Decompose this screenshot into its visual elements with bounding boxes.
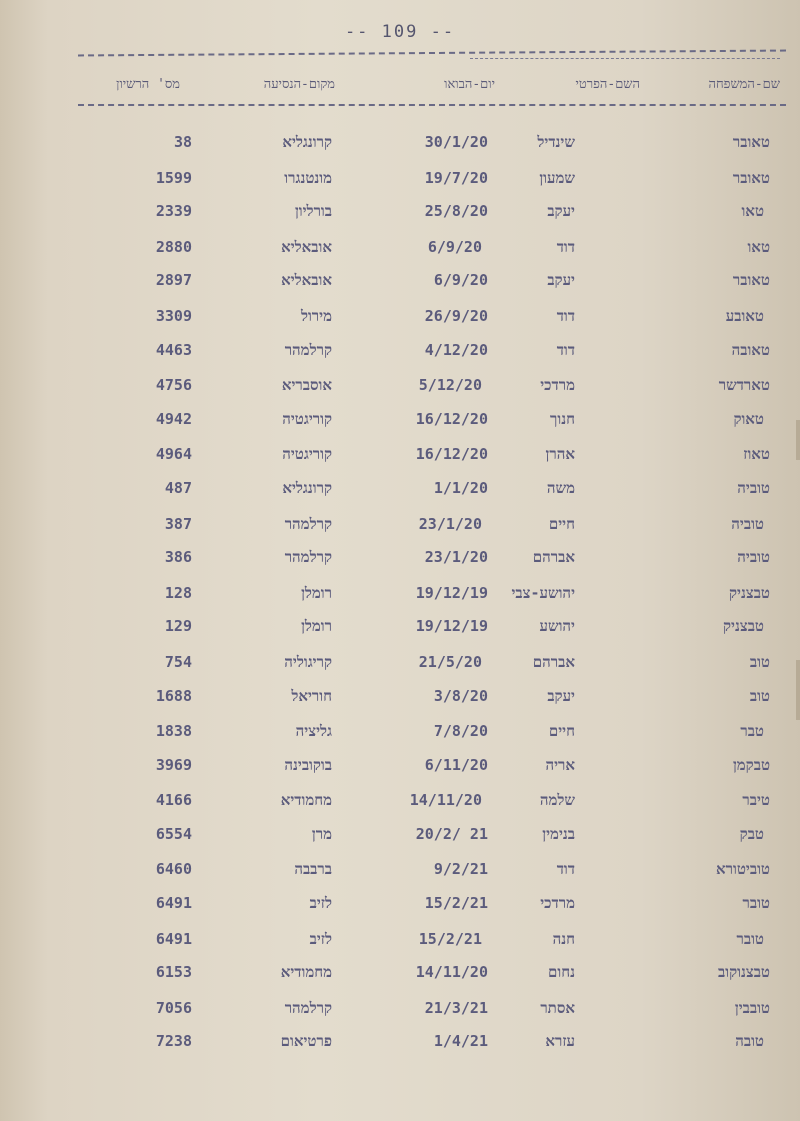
- cell-arrival-date: 3/8/20: [433, 686, 488, 705]
- cell-permit-number: 1838: [155, 722, 192, 741]
- cell-permit-number: 129: [164, 617, 192, 636]
- cell-permit-number: 2339: [155, 202, 192, 221]
- cell-last-name: טוביטורא: [716, 860, 770, 879]
- cell-first-name: אסתר: [540, 998, 575, 1017]
- cell-first-name: דוד: [556, 237, 575, 256]
- table-row: [0, 342, 800, 377]
- table-row: [0, 964, 800, 999]
- header-permit-number: מס' הרשיון: [116, 77, 180, 92]
- cell-arrival-date: 7/8/20: [433, 722, 488, 741]
- cell-arrival-date: 16/12/20: [415, 409, 488, 428]
- cell-first-name: אברהם: [532, 652, 575, 671]
- cell-arrival-date: 30/1/20: [424, 133, 488, 151]
- cell-last-name: טוביה: [737, 548, 770, 567]
- page-edge-mark: [796, 420, 800, 460]
- cell-permit-number: 7238: [155, 1032, 192, 1051]
- cell-last-name: טאובר: [732, 133, 770, 151]
- cell-first-name: נחום: [548, 963, 575, 982]
- cell-place: מונטנגרו: [284, 168, 332, 187]
- cell-place: קרונגליא: [282, 133, 332, 151]
- cell-last-name: טובר: [742, 894, 770, 913]
- cell-place: קרלמהר: [284, 548, 332, 567]
- cell-last-name: טוביה: [737, 478, 770, 497]
- cell-last-name: טאוז: [743, 445, 770, 464]
- table-row: [0, 653, 800, 688]
- table-row: [0, 480, 800, 515]
- table-row: [0, 307, 800, 342]
- cell-last-name: טאובר: [732, 271, 770, 290]
- cell-place: קרלמהר: [284, 340, 332, 359]
- cell-arrival-date: 14/11/20: [415, 963, 488, 982]
- cell-arrival-date: 21/5/20: [418, 652, 482, 671]
- cell-permit-number: 4942: [155, 409, 192, 428]
- cell-place: קרלמהר: [284, 514, 332, 533]
- table-row: [0, 134, 800, 169]
- cell-first-name: בנימין: [542, 824, 575, 843]
- cell-first-name: אהרן: [545, 445, 575, 464]
- cell-permit-number: 6491: [155, 929, 192, 948]
- cell-place: רומלן: [301, 583, 332, 602]
- cell-arrival-date: 4/12/20: [424, 340, 488, 359]
- header-arrival-date: יום-הבואו: [444, 77, 495, 92]
- cell-first-name: משה: [546, 478, 575, 497]
- cell-place: ברבבה: [294, 860, 332, 879]
- table-row: [0, 549, 800, 584]
- cell-permit-number: 386: [164, 548, 192, 567]
- cell-last-name: טאובע: [725, 306, 764, 325]
- cell-last-name: טוב: [749, 652, 770, 671]
- header-first-name: השם-הפרטי: [575, 77, 640, 92]
- table-row: [0, 272, 800, 307]
- cell-permit-number: 6491: [155, 894, 192, 913]
- cell-arrival-date: 19/12/19: [415, 583, 488, 602]
- cell-first-name: חיים: [548, 722, 575, 741]
- cell-last-name: טיבר: [742, 791, 770, 810]
- table-row: [0, 688, 800, 723]
- cell-place: לזיב: [309, 894, 332, 913]
- cell-arrival-date: 15/2/21: [418, 929, 482, 948]
- header-place: מקום-הנסיעה: [263, 77, 335, 92]
- table-row: [0, 1033, 800, 1068]
- cell-last-name: טארדשר: [718, 376, 770, 395]
- cell-place: קוריגטיה: [282, 409, 332, 428]
- cell-permit-number: 387: [164, 514, 192, 533]
- top-divider: [78, 50, 786, 57]
- cell-arrival-date: 14/11/20: [409, 791, 482, 810]
- cell-arrival-date: 23/1/20: [424, 548, 488, 567]
- cell-last-name: טבצנוקוב: [718, 963, 770, 982]
- cell-last-name: טאו: [741, 202, 764, 221]
- cell-arrival-date: 21/3/21: [424, 998, 488, 1017]
- cell-first-name: דוד: [556, 860, 575, 879]
- cell-permit-number: 2880: [155, 237, 192, 256]
- cell-first-name: יהושע: [539, 617, 575, 636]
- cell-first-name: שינדיל: [537, 133, 575, 151]
- cell-first-name: מרדכי: [540, 376, 575, 395]
- cell-place: בורליון: [294, 202, 332, 221]
- cell-arrival-date: 9/2/21: [433, 860, 488, 879]
- cell-arrival-date: 5/12/20: [418, 376, 482, 395]
- cell-arrival-date: 26/9/20: [424, 306, 488, 325]
- cell-first-name: דוד: [556, 306, 575, 325]
- column-headers: [80, 76, 780, 98]
- cell-place: מירול: [300, 306, 332, 325]
- table-row: [0, 238, 800, 273]
- table-row: [0, 722, 800, 757]
- cell-arrival-date: 15/2/21: [424, 894, 488, 913]
- cell-last-name: טבקמן: [732, 755, 770, 774]
- header-divider: [78, 104, 786, 106]
- records-table: [0, 134, 800, 1068]
- cell-permit-number: 7056: [155, 998, 192, 1017]
- cell-arrival-date: 20/2/ 21: [415, 824, 488, 843]
- cell-place: חוריאל: [291, 686, 332, 705]
- cell-permit-number: 754: [164, 652, 192, 671]
- cell-permit-number: 487: [164, 478, 192, 497]
- cell-first-name: חיים: [548, 514, 575, 533]
- table-row: [0, 584, 800, 619]
- cell-place: בוקובינה: [284, 755, 332, 774]
- table-row: [0, 930, 800, 965]
- cell-permit-number: 3969: [155, 755, 192, 774]
- table-row: [0, 826, 800, 861]
- cell-place: קוריגטיה: [282, 445, 332, 464]
- cell-place: אובאליא: [281, 237, 332, 256]
- cell-place: קרלמהר: [284, 998, 332, 1017]
- cell-place: קריגוליה: [284, 652, 332, 671]
- top-divider-secondary: [470, 58, 780, 59]
- page-edge-mark: [796, 660, 800, 720]
- cell-arrival-date: 1/1/20: [433, 478, 488, 497]
- page-number: -- 109 --: [344, 22, 456, 42]
- cell-arrival-date: 19/12/19: [415, 617, 488, 636]
- cell-last-name: טאו: [747, 237, 770, 256]
- cell-arrival-date: 6/9/20: [427, 237, 482, 256]
- cell-first-name: יעקב: [547, 202, 575, 221]
- cell-last-name: טאובה: [731, 340, 770, 359]
- cell-last-name: טאוק: [733, 409, 764, 428]
- cell-first-name: שמעון: [539, 168, 575, 187]
- table-row: [0, 445, 800, 480]
- table-row: [0, 757, 800, 792]
- cell-place: רומלן: [301, 617, 332, 636]
- cell-permit-number: 6153: [155, 963, 192, 982]
- table-row: [0, 411, 800, 446]
- cell-place: מרן: [311, 824, 332, 843]
- table-row: [0, 860, 800, 895]
- cell-place: מחמודיא: [280, 791, 332, 810]
- table-row: [0, 895, 800, 930]
- cell-last-name: טוב: [749, 686, 770, 705]
- table-row: [0, 169, 800, 204]
- cell-last-name: טבק: [739, 824, 764, 843]
- cell-last-name: טבצניק: [723, 617, 764, 636]
- cell-last-name: טובבין: [734, 998, 770, 1017]
- table-row: [0, 376, 800, 411]
- cell-permit-number: 4166: [155, 791, 192, 810]
- cell-arrival-date: 6/11/20: [424, 755, 488, 774]
- cell-place: מחמודיא: [280, 963, 332, 982]
- cell-first-name: יעקב: [547, 271, 575, 290]
- cell-first-name: דוד: [556, 340, 575, 359]
- cell-permit-number: 6460: [155, 860, 192, 879]
- cell-first-name: חנה: [552, 929, 575, 948]
- cell-first-name: שלמה: [539, 791, 575, 810]
- table-row: [0, 515, 800, 550]
- cell-permit-number: 128: [164, 583, 192, 602]
- cell-permit-number: 3309: [155, 306, 192, 325]
- cell-last-name: טבר: [740, 722, 764, 741]
- cell-arrival-date: 25/8/20: [424, 202, 488, 221]
- cell-last-name: טבצניק: [729, 583, 770, 602]
- table-row: [0, 618, 800, 653]
- cell-permit-number: 6554: [155, 824, 192, 843]
- table-row: [0, 999, 800, 1034]
- cell-permit-number: 2897: [155, 271, 192, 290]
- cell-first-name: יעקב: [547, 686, 575, 705]
- cell-arrival-date: 19/7/20: [424, 168, 488, 187]
- cell-first-name: עזרא: [545, 1032, 575, 1051]
- cell-place: פרטיאום: [280, 1032, 332, 1051]
- cell-permit-number: 4964: [155, 445, 192, 464]
- cell-permit-number: 1688: [155, 686, 192, 705]
- cell-first-name: אריה: [545, 755, 575, 774]
- cell-permit-number: 4756: [155, 376, 192, 395]
- cell-permit-number: 4463: [155, 340, 192, 359]
- table-row: [0, 203, 800, 238]
- table-row: [0, 791, 800, 826]
- cell-place: לזיב: [309, 929, 332, 948]
- cell-permit-number: 38: [173, 133, 192, 151]
- cell-place: גליציה: [295, 722, 332, 741]
- cell-arrival-date: 6/9/20: [433, 271, 488, 290]
- cell-first-name: יהושע-צבי: [511, 583, 575, 602]
- cell-place: אובאליא: [281, 271, 332, 290]
- cell-place: אוסבריא: [281, 376, 332, 395]
- cell-arrival-date: 1/4/21: [433, 1032, 488, 1051]
- cell-permit-number: 1599: [155, 168, 192, 187]
- cell-place: קרונגליא: [282, 478, 332, 497]
- cell-arrival-date: 23/1/20: [418, 514, 482, 533]
- cell-last-name: טאובר: [732, 168, 770, 187]
- cell-last-name: טוביה: [731, 514, 764, 533]
- cell-arrival-date: 16/12/20: [415, 445, 488, 464]
- header-last-name: שם-המשפחה: [708, 77, 780, 92]
- cell-first-name: מרדכי: [540, 894, 575, 913]
- cell-first-name: חנוך: [550, 409, 575, 428]
- cell-last-name: טובר: [736, 929, 764, 948]
- cell-last-name: טובה: [735, 1032, 764, 1051]
- cell-first-name: אברהם: [532, 548, 575, 567]
